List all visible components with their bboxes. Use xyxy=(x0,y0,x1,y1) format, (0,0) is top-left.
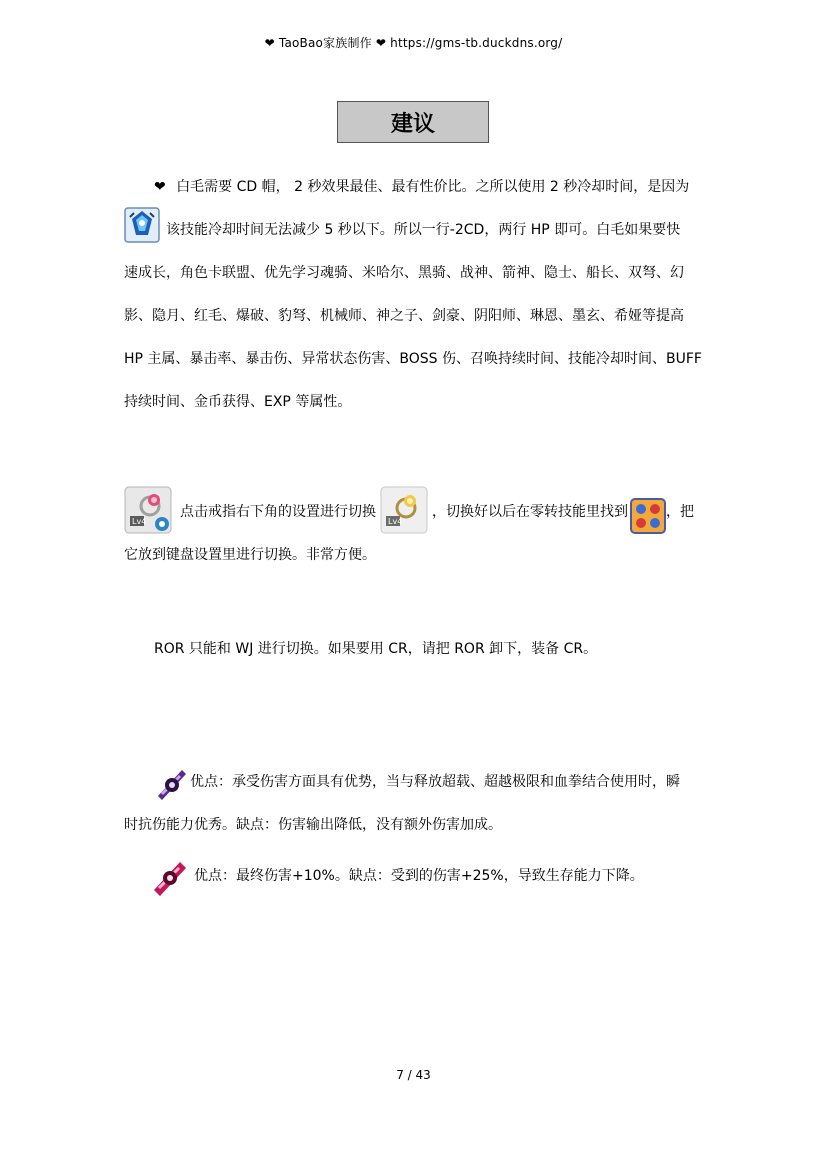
p4-line-2: 时抗伤能力优秀。缺点：伤害输出降低，没有额外伤害加成。 xyxy=(124,817,502,833)
ring-lv4-icon xyxy=(380,486,428,534)
heart-icon: ❤ xyxy=(154,179,166,195)
p2-line-2: 它放到键盘设置里进行切换。非常方便。 xyxy=(124,547,376,563)
p1-line-2: 该技能冷却时间无法减少 5 秒以下。所以一行-2CD，两行 HP 即可。白毛如果要快 xyxy=(166,222,681,238)
paragraph-ror-cr: ROR 只能和 WJ 进行切换。如果要用 CR，请把 ROR 卸下，装备 CR。 xyxy=(154,641,598,657)
paragraph-pink-skill xyxy=(150,852,730,898)
pink-blade-skill-icon xyxy=(150,858,190,898)
p1-line-5: HP 主属、暴击率、暴击伤、异常状态伤害、BOSS 伤、召唤持续时间、技能冷却时间、BUFF xyxy=(124,351,702,367)
p1-line-4: 影、隐月、红毛、爆破、豹弩、机械师、神之子、剑豪、阴阳师、琳恩、墨玄、希娅等提高 xyxy=(124,308,684,324)
p2-text-a: 点击戒指右下角的设置进行切换 xyxy=(180,504,376,520)
p1-line-1: 白毛需要 CD 帽， 2 秒效果最佳、最有性价比。之所以使用 2 秒冷却时间，是因为 xyxy=(176,179,690,195)
page-header: ❤ TaoBao家族制作 ❤ https://gms-tb.duckdns.org/ xyxy=(264,36,563,50)
ring-settings-icon xyxy=(124,486,172,534)
ring-swap-skill-icon xyxy=(630,498,666,534)
paragraph-ring-switch xyxy=(124,482,704,577)
page-number: 7 / 43 xyxy=(396,1068,431,1082)
p1-line-3: 速成长，角色卡联盟、优先学习魂骑、米哈尔、黑骑、战神、箭神、隐士、船长、双弩、幻 xyxy=(124,265,684,281)
section-title: 建议 xyxy=(337,101,489,143)
p4-line-1: 优点：承受伤害方面具有优势，当与释放超载、超越极限和血拳结合使用时，瞬 xyxy=(190,774,680,790)
paragraph-purple-skill xyxy=(124,758,704,847)
p2-text-c: ，把 xyxy=(666,504,694,520)
svg-text:Lv4: Lv4 xyxy=(388,517,403,526)
blue-crystal-skill-icon xyxy=(124,207,160,243)
p2-text-b: ，切换好以后在零转技能里找到 xyxy=(432,504,628,520)
svg-text:Lv4: Lv4 xyxy=(132,517,147,526)
purple-blade-skill-icon xyxy=(154,766,190,804)
p1-line-6: 持续时间、金币获得、EXP 等属性。 xyxy=(124,394,352,410)
paragraph-cd-hat xyxy=(124,166,704,424)
p5-text: 优点：最终伤害+10%。缺点：受到的伤害+25%，导致生存能力下降。 xyxy=(194,868,644,884)
